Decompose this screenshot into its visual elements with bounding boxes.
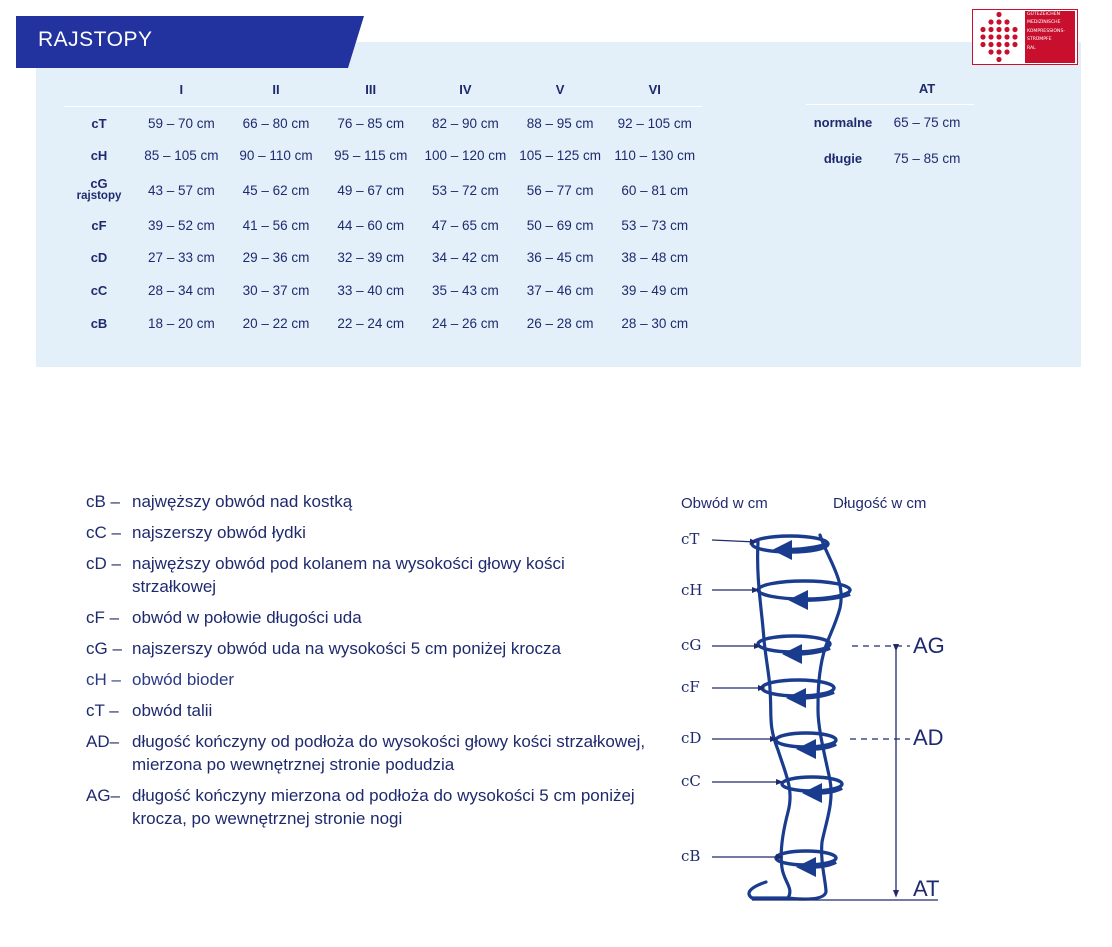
legend-desc: najwęższy obwód nad kostką [132, 492, 353, 511]
corner-cell [64, 72, 134, 107]
table-cell: 20 – 22 cm [242, 315, 310, 331]
table-row [64, 172, 702, 209]
seal-dot [980, 34, 985, 39]
legend-desc: najwęższy obwód pod kolanem na wysokości głowy kości strzałkowej [132, 554, 565, 596]
seal-dot [988, 19, 993, 24]
seal-dot [1004, 42, 1009, 47]
legend-desc: najszerszy obwód łydki [132, 523, 306, 542]
seal-dot [996, 49, 1001, 54]
table-cell: 36 – 45 cm [526, 250, 594, 266]
legend-item [86, 552, 646, 598]
legend-item [86, 699, 646, 722]
legend-abbr: cG – [86, 639, 122, 658]
legend-abbr: cB – [86, 492, 121, 511]
legend-item [86, 784, 646, 830]
table-cell: 66 – 80 cm [242, 115, 310, 131]
seal-line: MEDIZINISCHE [1027, 20, 1061, 26]
table-row [64, 242, 702, 275]
size-column-header: II [229, 72, 324, 107]
seal-dot [1012, 34, 1017, 39]
ring-cb [776, 851, 836, 865]
seal-line: GÜTEZEICHEN [1027, 12, 1061, 17]
legend-desc: obwód w połowie długości uda [132, 608, 362, 627]
label-ct: cT [681, 530, 700, 548]
legend-abbr: AG– [86, 786, 121, 805]
legend-item [86, 730, 646, 776]
seal-dot [996, 57, 1001, 62]
row-label-main: cG [90, 176, 108, 192]
table-cell: 50 – 69 cm [526, 217, 594, 233]
table-cell: 56 – 77 cm [526, 182, 594, 198]
table-cell: 43 – 57 cm [147, 182, 215, 198]
table-cell: 28 – 34 cm [147, 283, 215, 299]
table-cell: 35 – 43 cm [432, 283, 499, 299]
table-cell: 41 – 56 cm [242, 217, 310, 233]
legend-abbr: cD – [86, 554, 121, 573]
table-row [64, 107, 702, 140]
title-banner [16, 16, 366, 68]
legend-item [86, 637, 646, 660]
seal-dot [988, 42, 993, 47]
seal-dot [1004, 19, 1009, 24]
legend-abbr: cT – [86, 701, 119, 720]
table-cell: 53 – 73 cm [621, 217, 689, 233]
size-column-header: V [513, 72, 608, 107]
seal-dot [988, 27, 993, 32]
seal-dot [996, 34, 1001, 39]
seal-dot [1012, 27, 1017, 32]
table-cell: 76 – 85 cm [337, 115, 405, 131]
ral-quality-seal [972, 9, 1078, 65]
row-label [64, 172, 134, 209]
table-cell: 39 – 52 cm [147, 217, 215, 233]
seal-text [1025, 11, 1075, 63]
legend-desc: obwód talii [132, 701, 213, 720]
legend-item [86, 606, 646, 629]
legend-desc: długość kończyny mierzona od podłoża do wysokości 5 cm poniżej krocza, po wewnętrznej stronie nogi [132, 786, 635, 828]
table-cell: 26 – 28 cm [526, 315, 594, 331]
seal-line: RAL [1027, 45, 1036, 51]
legend-abbr: AD– [86, 732, 120, 751]
legend-item [86, 490, 646, 513]
table-cell: 28 – 30 cm [621, 315, 689, 331]
leg-outline [749, 535, 841, 899]
table-cell: 95 – 115 cm [334, 148, 408, 164]
table-cell: 18 – 20 cm [147, 315, 215, 331]
table-cell: 100 – 120 cm [424, 148, 507, 164]
size-table [64, 72, 702, 340]
table-row [64, 209, 702, 242]
table-cell: 65 – 75 cm [893, 115, 961, 131]
legend-abbr: cH – [86, 670, 121, 689]
table-cell: 105 – 125 cm [519, 148, 601, 164]
label-cc: cC [681, 772, 701, 790]
row-label: cC [90, 283, 108, 299]
seal-line: KOMPRESSIONS- [1027, 28, 1066, 34]
length-table-header [806, 72, 974, 105]
seal-dot [988, 49, 993, 54]
legend-desc: obwód bioder [132, 670, 235, 689]
table-cell: 27 – 33 cm [147, 250, 215, 266]
table-cell: 39 – 49 cm [621, 283, 689, 299]
table-cell: 32 – 39 cm [337, 250, 405, 266]
table-cell: 47 – 65 cm [432, 217, 499, 233]
banner-title: RAJSTOPY [38, 28, 153, 51]
corner-cell [806, 72, 880, 105]
ring-cd [776, 733, 836, 747]
table-cell: 29 – 36 cm [242, 250, 310, 266]
table-row [806, 105, 974, 141]
measurement-legend [86, 490, 646, 838]
size-table-header [64, 72, 702, 107]
circumference-rings [752, 536, 850, 865]
size-column-header: III [323, 72, 418, 107]
row-label: normalne [813, 115, 873, 131]
table-cell: 38 – 48 cm [621, 250, 689, 266]
table-cell: 22 – 24 cm [337, 315, 405, 331]
seal-dot [1004, 27, 1009, 32]
seal-dot [1004, 34, 1009, 39]
legend-item [86, 668, 646, 691]
table-row [64, 139, 702, 172]
seal-dot [980, 42, 985, 47]
table-cell: 53 – 72 cm [432, 182, 499, 198]
label-ad: AD [913, 725, 944, 750]
seal-dot [1012, 42, 1017, 47]
row-label: długie [823, 150, 863, 166]
table-row [64, 307, 702, 340]
label-cf: cF [681, 678, 700, 696]
label-cd: cD [681, 729, 702, 747]
seal-dot-emblem [975, 12, 1023, 62]
ring-cc [782, 777, 842, 791]
seal-dot [996, 42, 1001, 47]
circumference-header: Obwód w cm [681, 495, 768, 512]
row-label: cT [91, 115, 107, 131]
size-column-header: I [134, 72, 229, 107]
length-header: Długość w cm [833, 495, 927, 512]
row-label: cF [91, 217, 107, 233]
table-cell: 37 – 46 cm [526, 283, 594, 299]
table-cell: 90 – 110 cm [239, 148, 313, 164]
leg-measurement-diagram [676, 490, 966, 920]
table-cell: 85 – 105 cm [144, 148, 219, 164]
legend-desc: najszerszy obwód uda na wysokości 5 cm poniżej krocza [132, 639, 561, 658]
label-at: AT [913, 876, 940, 901]
size-column-header: IV [418, 72, 513, 107]
table-cell: 88 – 95 cm [526, 115, 594, 131]
length-column-header: AT [880, 72, 974, 105]
table-cell: 45 – 62 cm [242, 182, 310, 198]
legend-desc: długość kończyny od podłoża do wysokości głowy kości strzałkowej, mierzona po wewnętrznej stronie podudzia [132, 732, 646, 774]
table-cell: 24 – 26 cm [432, 315, 499, 331]
table-cell: 44 – 60 cm [337, 217, 405, 233]
table-cell: 33 – 40 cm [337, 283, 405, 299]
table-cell: 30 – 37 cm [242, 283, 310, 299]
table-cell: 82 – 90 cm [432, 115, 499, 131]
seal-line: STRÜMPFE [1027, 37, 1052, 43]
label-ag: AG [913, 633, 945, 658]
table-cell: 59 – 70 cm [147, 115, 215, 131]
row-label: cB [90, 315, 108, 331]
table-row [64, 274, 702, 307]
table-cell: 92 – 105 cm [617, 115, 692, 131]
table-cell: 60 – 81 cm [621, 182, 689, 198]
table-cell: 49 – 67 cm [337, 182, 405, 198]
seal-dot [980, 27, 985, 32]
seal-dot [996, 12, 1001, 17]
label-cg: cG [681, 636, 702, 654]
leg-drawing [676, 490, 966, 920]
length-table [806, 72, 974, 176]
row-label: cD [90, 250, 108, 266]
row-label: cH [90, 148, 108, 164]
legend-abbr: cC – [86, 523, 121, 542]
size-column-header: VI [607, 72, 702, 107]
table-cell: 75 – 85 cm [893, 150, 961, 166]
row-label-sub: rajstopy [76, 190, 122, 203]
seal-dot [996, 27, 1001, 32]
label-cb: cB [681, 847, 701, 865]
table-cell: 34 – 42 cm [432, 250, 499, 266]
seal-dot [1004, 49, 1009, 54]
legend-abbr: cF – [86, 608, 120, 627]
seal-dot [988, 34, 993, 39]
label-ch: cH [681, 581, 703, 599]
table-cell: 110 – 130 cm [614, 148, 696, 164]
legend-item [86, 521, 646, 544]
seal-dot [996, 19, 1001, 24]
table-row [806, 141, 974, 177]
